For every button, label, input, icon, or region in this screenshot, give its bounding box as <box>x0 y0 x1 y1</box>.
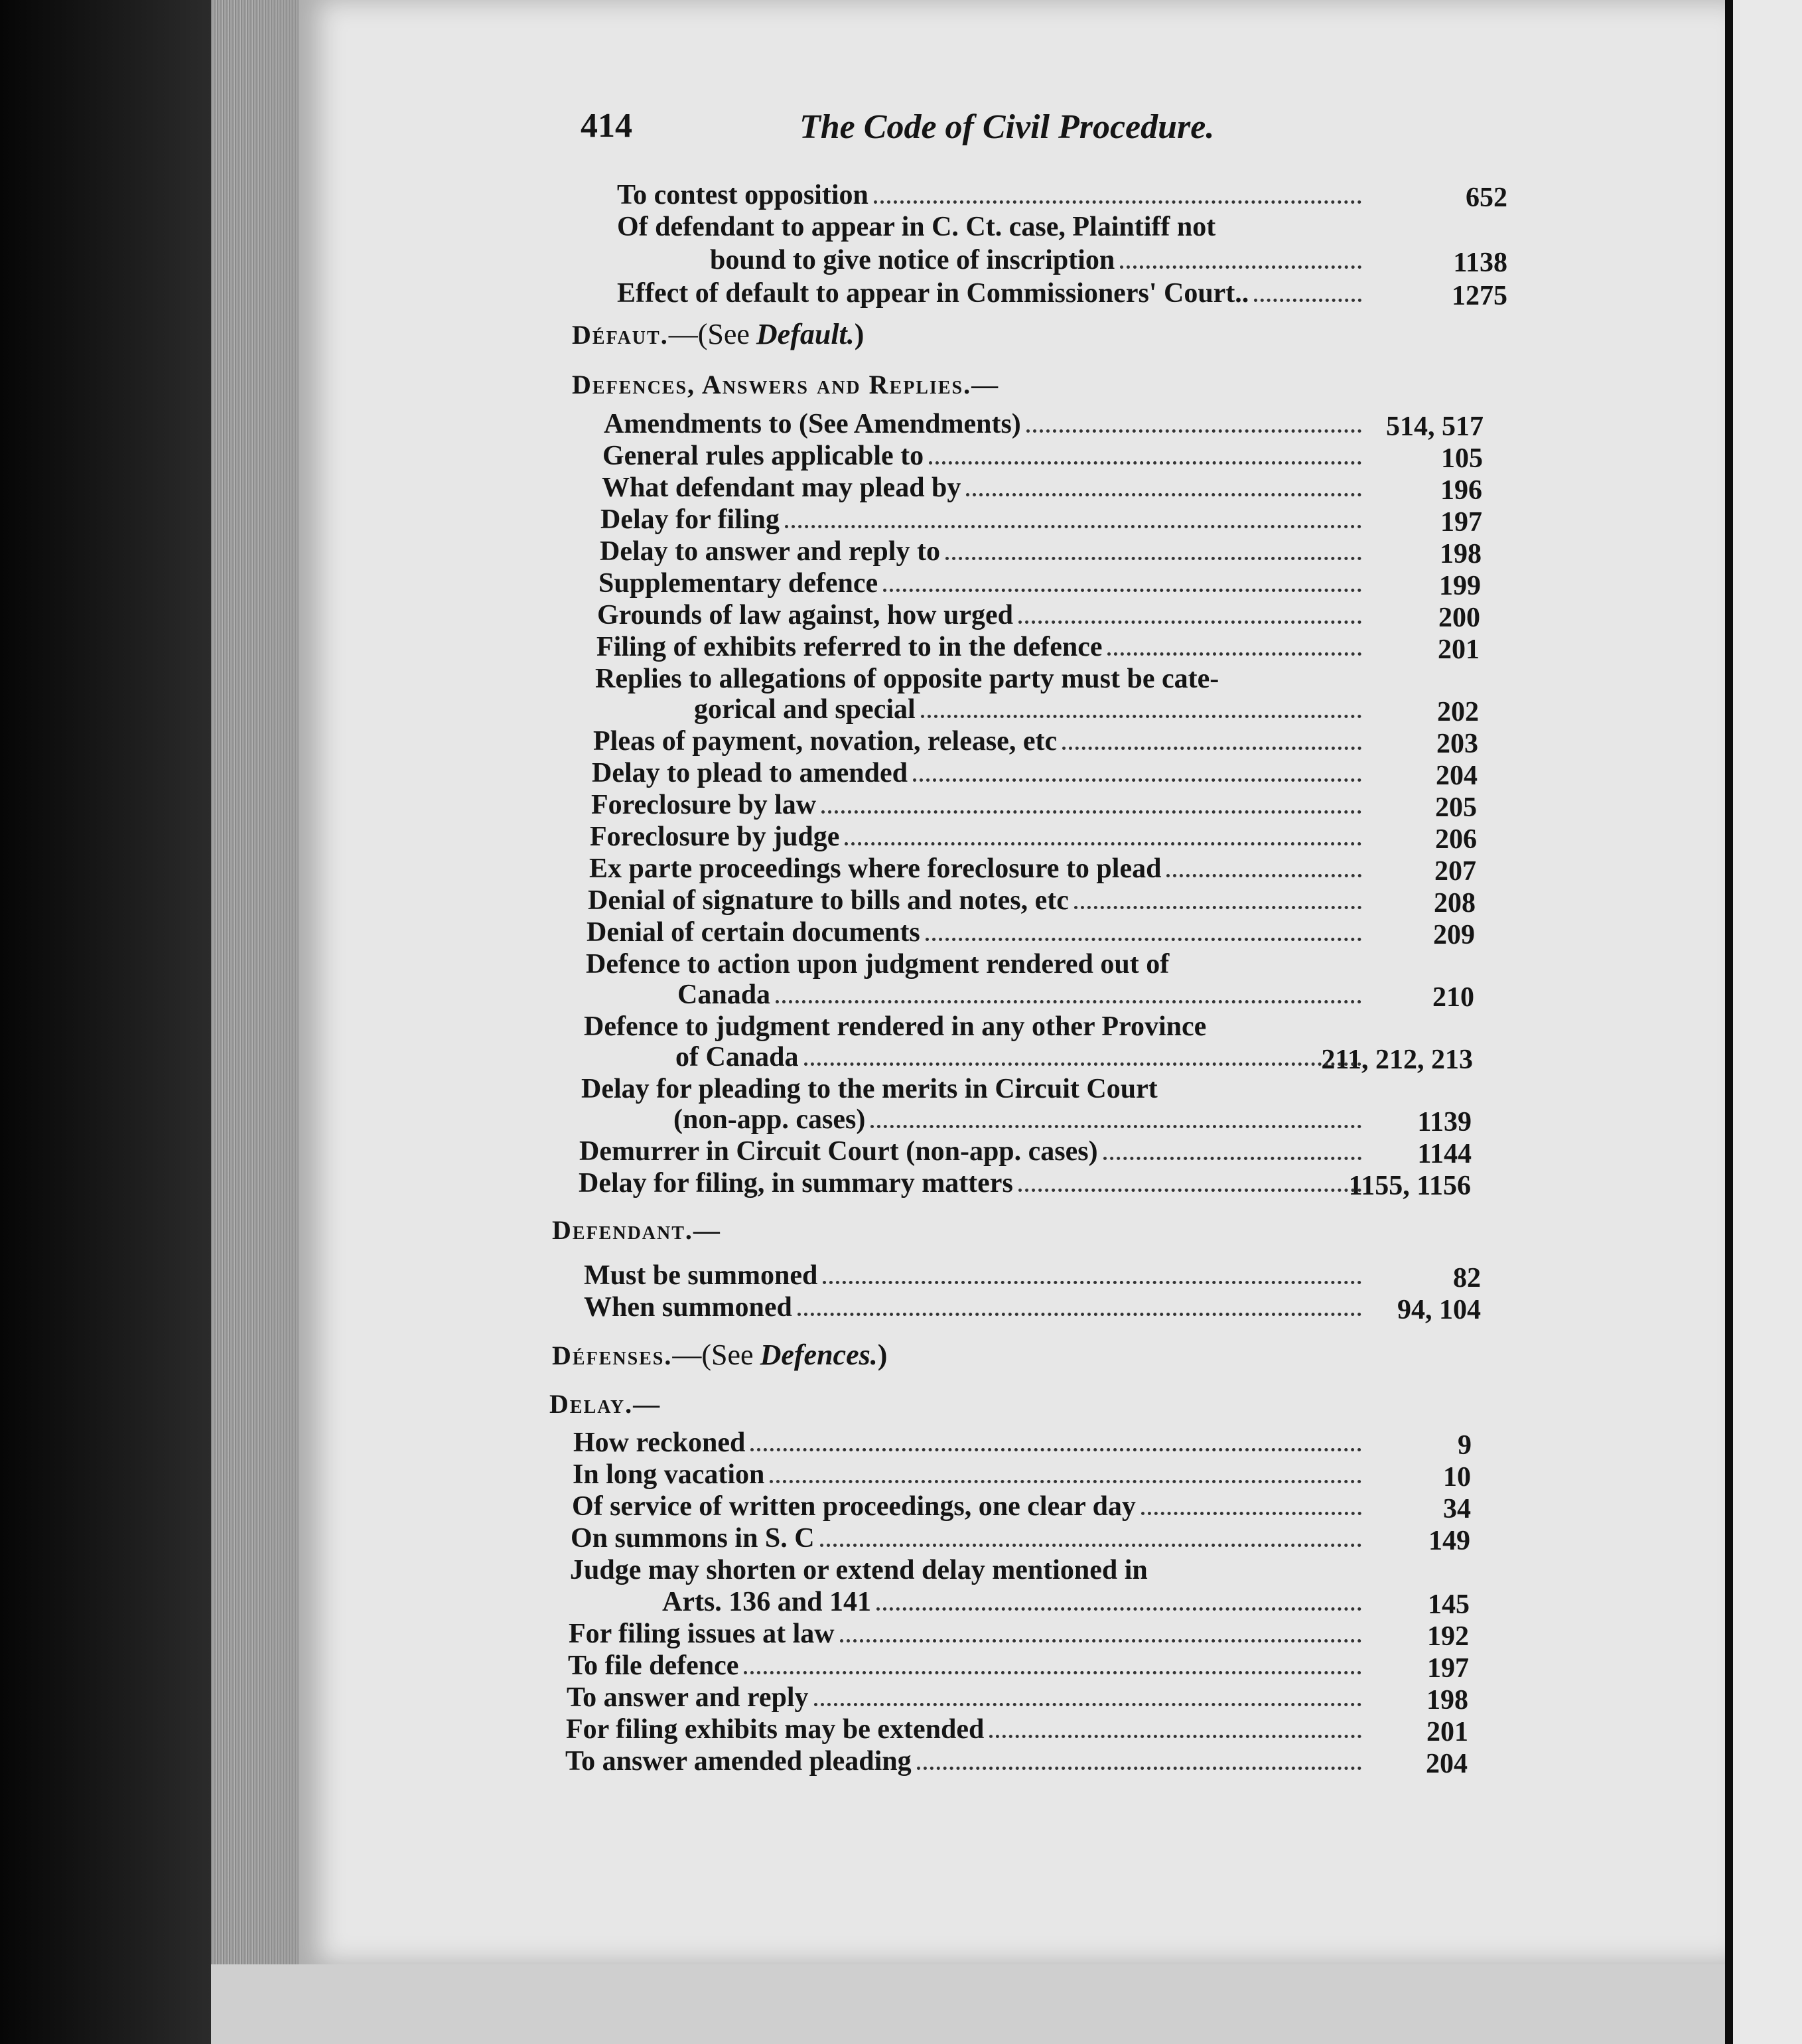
index-entry <box>573 1427 1367 1459</box>
book-gutter-shadow <box>0 0 211 2044</box>
bottom-page-edge <box>211 1964 1725 2044</box>
index-entry <box>587 916 1367 948</box>
index-entry <box>590 821 1367 853</box>
entry-text: To answer and reply <box>567 1682 809 1713</box>
entry-text: Delay for pleading to the merits in Circuit Court <box>581 1074 1158 1104</box>
entry-text: bound to give notice of inscription <box>710 245 1115 275</box>
entry-page-ref: 198 <box>1426 1685 1468 1716</box>
dot-leader <box>1026 429 1361 433</box>
dot-leader <box>966 493 1361 496</box>
page-number: 414 <box>581 107 632 145</box>
entry-text: Demurrer in Circuit Court (non-app. cases) <box>579 1136 1098 1167</box>
entry-text: What defendant may plead by <box>602 473 961 503</box>
entry-text: Pleas of payment, novation, release, etc <box>593 726 1058 757</box>
see-suffix: ) <box>877 1339 889 1371</box>
entry-text: General rules applicable to <box>602 441 924 471</box>
dot-leader <box>845 842 1361 845</box>
entry-page-ref: 192 <box>1427 1621 1469 1652</box>
dot-leader <box>1018 1189 1361 1192</box>
index-entry <box>617 211 1367 243</box>
index-entry <box>579 1167 1367 1199</box>
entry-page-ref: 201 <box>1438 634 1480 665</box>
entry-text: When summoned <box>584 1292 792 1323</box>
index-entry <box>593 725 1367 757</box>
entry-text: Grounds of law against, how urged <box>597 600 1014 630</box>
entry-page-ref: 198 <box>1440 539 1482 569</box>
entry-page-ref: 210 <box>1432 982 1474 1013</box>
dot-leader <box>804 1062 1361 1066</box>
entry-page-ref: 1139 <box>1417 1107 1472 1137</box>
index-entry <box>584 1291 1367 1323</box>
index-entry <box>602 472 1367 504</box>
entry-text: (non-app. cases) <box>673 1104 866 1135</box>
dot-leader <box>770 1480 1361 1483</box>
entry-text: Defence to action upon judgment rendered out of <box>586 949 1170 980</box>
entry-text: Arts. 136 and 141 <box>662 1587 872 1617</box>
entry-page-ref: 10 <box>1443 1462 1471 1493</box>
index-entry <box>581 1073 1367 1105</box>
index-entry <box>571 1522 1367 1554</box>
see-prefix: —(See <box>668 318 750 350</box>
entry-text: Denial of certain documents <box>587 917 920 948</box>
dot-leader <box>945 557 1361 560</box>
index-entry <box>596 631 1367 663</box>
entry-page-ref: 200 <box>1438 603 1480 633</box>
heading-defaut <box>572 317 865 351</box>
dot-leader <box>917 1767 1361 1770</box>
index-entry <box>675 1041 1367 1073</box>
entry-page-ref: 204 <box>1436 761 1478 791</box>
entry-text: On summons in S. C <box>571 1523 815 1554</box>
entry-text: How reckoned <box>573 1427 746 1458</box>
index-entry <box>591 789 1367 821</box>
see-prefix: —(See <box>672 1339 754 1371</box>
entry-page-ref: 514, 517 <box>1386 411 1484 442</box>
dot-leader <box>1074 906 1361 909</box>
entry-text: In long vacation <box>573 1459 765 1490</box>
dot-leader <box>926 938 1361 941</box>
entry-text: Must be summoned <box>584 1260 818 1291</box>
index-entry <box>617 179 1367 211</box>
index-entry <box>588 885 1367 916</box>
book-page-edges <box>211 0 299 1964</box>
right-border-rule <box>1725 0 1733 2044</box>
dot-leader <box>1018 620 1361 624</box>
entry-text: Judge may shorten or extend delay mentioned in <box>570 1555 1148 1585</box>
index-entry <box>584 1260 1367 1291</box>
index-entry <box>617 277 1367 309</box>
entry-text: Filing of exhibits referred to in the defence <box>596 632 1103 662</box>
entry-page-ref: 208 <box>1434 888 1476 918</box>
running-title: The Code of Civil Procedure. <box>799 108 1215 146</box>
heading-defences: Defences, Answers and Replies.— <box>572 370 1000 400</box>
dot-leader <box>913 778 1361 782</box>
see-target: Defences. <box>760 1339 878 1371</box>
entry-page-ref: 197 <box>1427 1653 1469 1684</box>
dot-leader <box>1062 747 1361 750</box>
dot-leader <box>820 1544 1361 1547</box>
dot-leader <box>1254 299 1361 302</box>
entry-page-ref: 1155, 1156 <box>1348 1171 1471 1201</box>
entry-text: To answer amended pleading <box>565 1746 912 1777</box>
dot-leader <box>929 461 1361 465</box>
entry-page-ref: 34 <box>1443 1494 1471 1524</box>
index-entry <box>598 567 1367 599</box>
entry-text: Of defendant to appear in C. Ct. case, Plaintiff not <box>617 212 1216 242</box>
index-entry <box>586 948 1367 980</box>
index-entry <box>565 1745 1367 1777</box>
entry-text: Defence to judgment rendered in any other Province <box>584 1011 1207 1042</box>
entry-page-ref: 1275 <box>1452 281 1507 311</box>
index-entry <box>710 244 1367 276</box>
index-entry <box>677 979 1367 1011</box>
index-entry <box>579 1135 1367 1167</box>
entry-text: Delay to answer and reply to <box>600 536 940 567</box>
dot-leader <box>1107 652 1361 656</box>
page-header <box>581 106 1310 159</box>
entry-page-ref: 201 <box>1426 1717 1468 1747</box>
dot-leader <box>785 525 1361 528</box>
entry-text: gorical and special <box>694 694 916 725</box>
dot-leader <box>1166 874 1361 877</box>
dot-leader <box>870 1125 1361 1128</box>
entry-page-ref: 202 <box>1437 697 1479 727</box>
index-entry <box>673 1104 1367 1135</box>
dot-leader <box>1141 1512 1361 1515</box>
index-entry <box>600 536 1367 567</box>
entry-text: of Canada <box>675 1042 799 1072</box>
entry-text: Of service of written proceedings, one clear day <box>572 1491 1136 1522</box>
dot-leader <box>876 1607 1361 1611</box>
heading-term: Défaut. <box>572 320 669 350</box>
entry-page-ref: 9 <box>1458 1430 1472 1461</box>
entry-page-ref: 1138 <box>1453 248 1507 278</box>
entry-page-ref: 196 <box>1440 475 1482 506</box>
index-entry <box>602 440 1367 472</box>
heading-term: Défenses. <box>552 1341 673 1370</box>
entry-text: Ex parte proceedings where foreclosure to plead <box>589 853 1162 884</box>
entry-page-ref: 149 <box>1428 1526 1470 1556</box>
dot-leader <box>921 715 1361 718</box>
entry-page-ref: 209 <box>1433 920 1475 950</box>
dot-leader <box>1120 265 1361 269</box>
index-entry <box>589 853 1367 885</box>
dot-leader <box>1103 1157 1361 1160</box>
entry-text: For filing exhibits may be extended <box>566 1714 985 1745</box>
heading-defenses <box>552 1338 888 1372</box>
dot-leader <box>840 1639 1361 1643</box>
entry-page-ref: 652 <box>1466 183 1507 213</box>
entry-page-ref: 199 <box>1439 571 1481 601</box>
entry-page-ref: 211, 212, 213 <box>1321 1045 1473 1075</box>
index-entry <box>584 1011 1367 1043</box>
index-entry <box>572 1491 1367 1522</box>
entry-text: Canada <box>677 980 771 1010</box>
dot-leader <box>797 1313 1361 1316</box>
dot-leader <box>989 1735 1361 1738</box>
entry-page-ref: 203 <box>1436 729 1478 759</box>
heading-delay: Delay.— <box>549 1389 661 1419</box>
heading-defendant: Defendant.— <box>552 1215 721 1245</box>
index-entry <box>600 504 1367 536</box>
entry-text: To file defence <box>568 1650 739 1681</box>
index-entry <box>569 1618 1367 1650</box>
entry-page-ref: 207 <box>1434 856 1476 887</box>
entry-text: Amendments to (See Amendments) <box>604 409 1021 439</box>
index-entry <box>592 757 1367 789</box>
index-entry <box>595 663 1367 695</box>
index-entry <box>694 694 1367 725</box>
entry-page-ref: 204 <box>1426 1749 1468 1779</box>
entry-page-ref: 145 <box>1428 1589 1470 1620</box>
entry-page-ref: 205 <box>1435 792 1477 823</box>
index-entry <box>567 1682 1367 1714</box>
entry-text: Delay for filing, in summary matters <box>579 1168 1013 1199</box>
dot-leader <box>883 589 1361 592</box>
entry-text: Foreclosure by judge <box>590 822 840 852</box>
index-entry <box>573 1459 1367 1491</box>
entry-text: Supplementary defence <box>598 568 878 599</box>
entry-text: Effect of default to appear in Commissioners' Court.. <box>617 278 1249 309</box>
entry-page-ref: 94, 104 <box>1397 1295 1481 1325</box>
dot-leader <box>750 1448 1361 1451</box>
dot-leader <box>821 810 1361 814</box>
entry-page-ref: 197 <box>1440 507 1482 538</box>
dot-leader <box>874 200 1361 204</box>
entry-page-ref: 82 <box>1453 1263 1481 1293</box>
entry-page-ref: 1144 <box>1417 1139 1472 1169</box>
index-entry <box>604 408 1367 440</box>
right-page-margin <box>1733 0 1802 2044</box>
dot-leader <box>823 1281 1361 1284</box>
entry-text: Delay for filing <box>600 504 780 535</box>
entry-text: Replies to allegations of opposite party must be cate- <box>595 664 1219 694</box>
dot-leader <box>744 1671 1361 1674</box>
entry-page-ref: 206 <box>1435 824 1477 855</box>
dot-leader <box>814 1703 1362 1706</box>
entry-page-ref: 105 <box>1441 443 1483 474</box>
index-entry <box>570 1554 1367 1586</box>
index-entry <box>568 1650 1367 1682</box>
index-entry <box>597 599 1367 631</box>
index-entry <box>662 1586 1367 1618</box>
entry-text: Foreclosure by law <box>591 790 817 820</box>
entry-text: For filing issues at law <box>569 1619 835 1649</box>
entry-text: Delay to plead to amended <box>592 758 908 788</box>
see-target: Default. <box>756 318 855 350</box>
index-entry <box>566 1714 1367 1745</box>
entry-text: To contest opposition <box>617 180 868 210</box>
entry-text: Denial of signature to bills and notes, etc <box>588 885 1069 916</box>
see-suffix: ) <box>854 318 866 350</box>
dot-leader <box>776 1000 1361 1003</box>
